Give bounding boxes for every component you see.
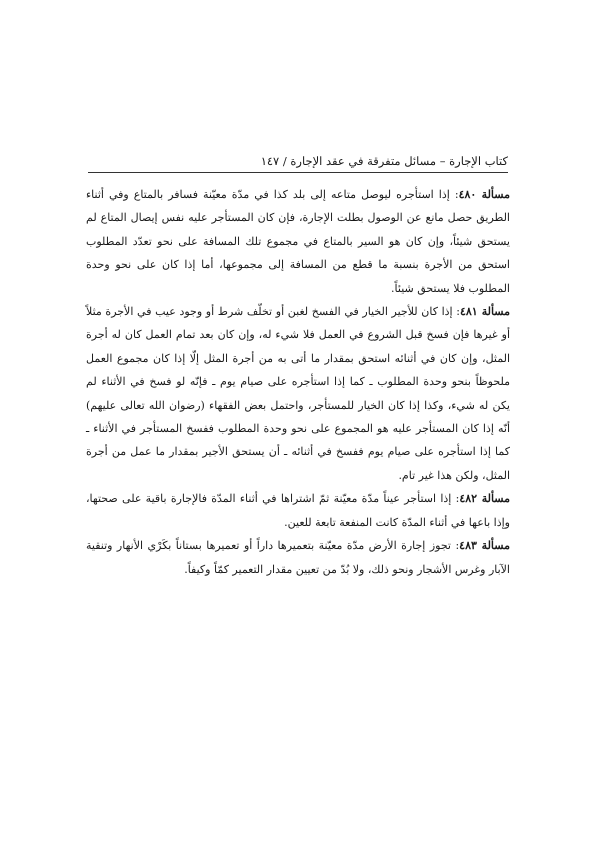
issue-label: مسألة ٤٨١ (459, 305, 511, 319)
paragraph-text: : تجوز إجارة الأرض مدّة معيّنة بتعميرها داراً أو تعميرها بستاناً بكَرْي الأنهار وتنقية الآبار وغرس الأشجار ونحو ذلك، ولا بُدّ من تعيين مقدار التعمير كمّاً وكيفاً. (86, 539, 510, 576)
paragraph-483 (86, 534, 510, 581)
issue-label: مسألة ٤٨٣ (459, 539, 510, 553)
main-text (86, 183, 510, 581)
paragraph-480 (86, 183, 510, 300)
paragraph-text: : إذا كان للأجير الخيار في الفسخ لغبن أو تخلّف شرط أو وجود عيب في الأجرة مثلاً أو غيرها فإن فسخ قبل الشروع في العمل فلا شيء له، وإن كان بعد تمام العمل كان له أجرة المثل، وإن كان في أثنائه استحق بمقدار ما أتى به من أجرة المثل إلّا إذا كان مجموع العمل ملحوظاً بنحو وحدة المطلوب ـ كما إذا استأجره على صيام يوم ـ فإنّه لو فسخ في الأثناء لم يكن له شيء، وكذا إذا كان الخيار للمستأجر، واحتمل بعض الفقهاء (رضوان الله تعالى عليهم) أنّه إذا كان المستأجر عليه هو المجموع على نحو وحدة المطلوب ففسخ المستأجر في الأثناء ـ كما إذا استأجره على صيام يوم ففسخ في أثنائه ـ أن يستحق الأجير بمقدار ما عمل من أجرة المثل، ولكن هذا غير تام. (86, 305, 510, 482)
paragraph-text: : إذا استأجره ليوصل متاعه إلى بلد كذا في مدّة معيّنة فسافر بالمتاع وفي أثناء الطريق حصل مانع عن الوصول بطلت الإجارة، فإن كان المستأجر عليه نفس إيصال المتاع لم يستحق شيئاً، وإن كان هو السير بالمتاع في مجموع تلك المسافة على نحو تعدّد المطلوب استحق من الأجرة بنسبة ما قطع من المسافة إلى مجموعها، أما إذا كان على نحو وحدة المطلوب فلا يستحق شيئاً. (86, 188, 510, 295)
issue-label: مسألة ٤٨٢ (459, 492, 511, 506)
header-divider (88, 172, 508, 173)
issue-label: مسألة ٤٨٠ (458, 188, 510, 201)
running-header: كتاب الإجارة – مسائل متفرقة في عقد الإجارة / ١٤٧ (260, 154, 508, 168)
paragraph-text: : إذا استأجر عيناً مدّة معيّنة ثمّ اشتراها في أثناء المدّة فالإجارة باقية على صحتها، وإذا باعها في أثناء المدّة كانت المنفعة تابعة للعين. (86, 492, 510, 529)
paragraph-481 (86, 300, 510, 487)
paragraph-482 (86, 487, 510, 534)
